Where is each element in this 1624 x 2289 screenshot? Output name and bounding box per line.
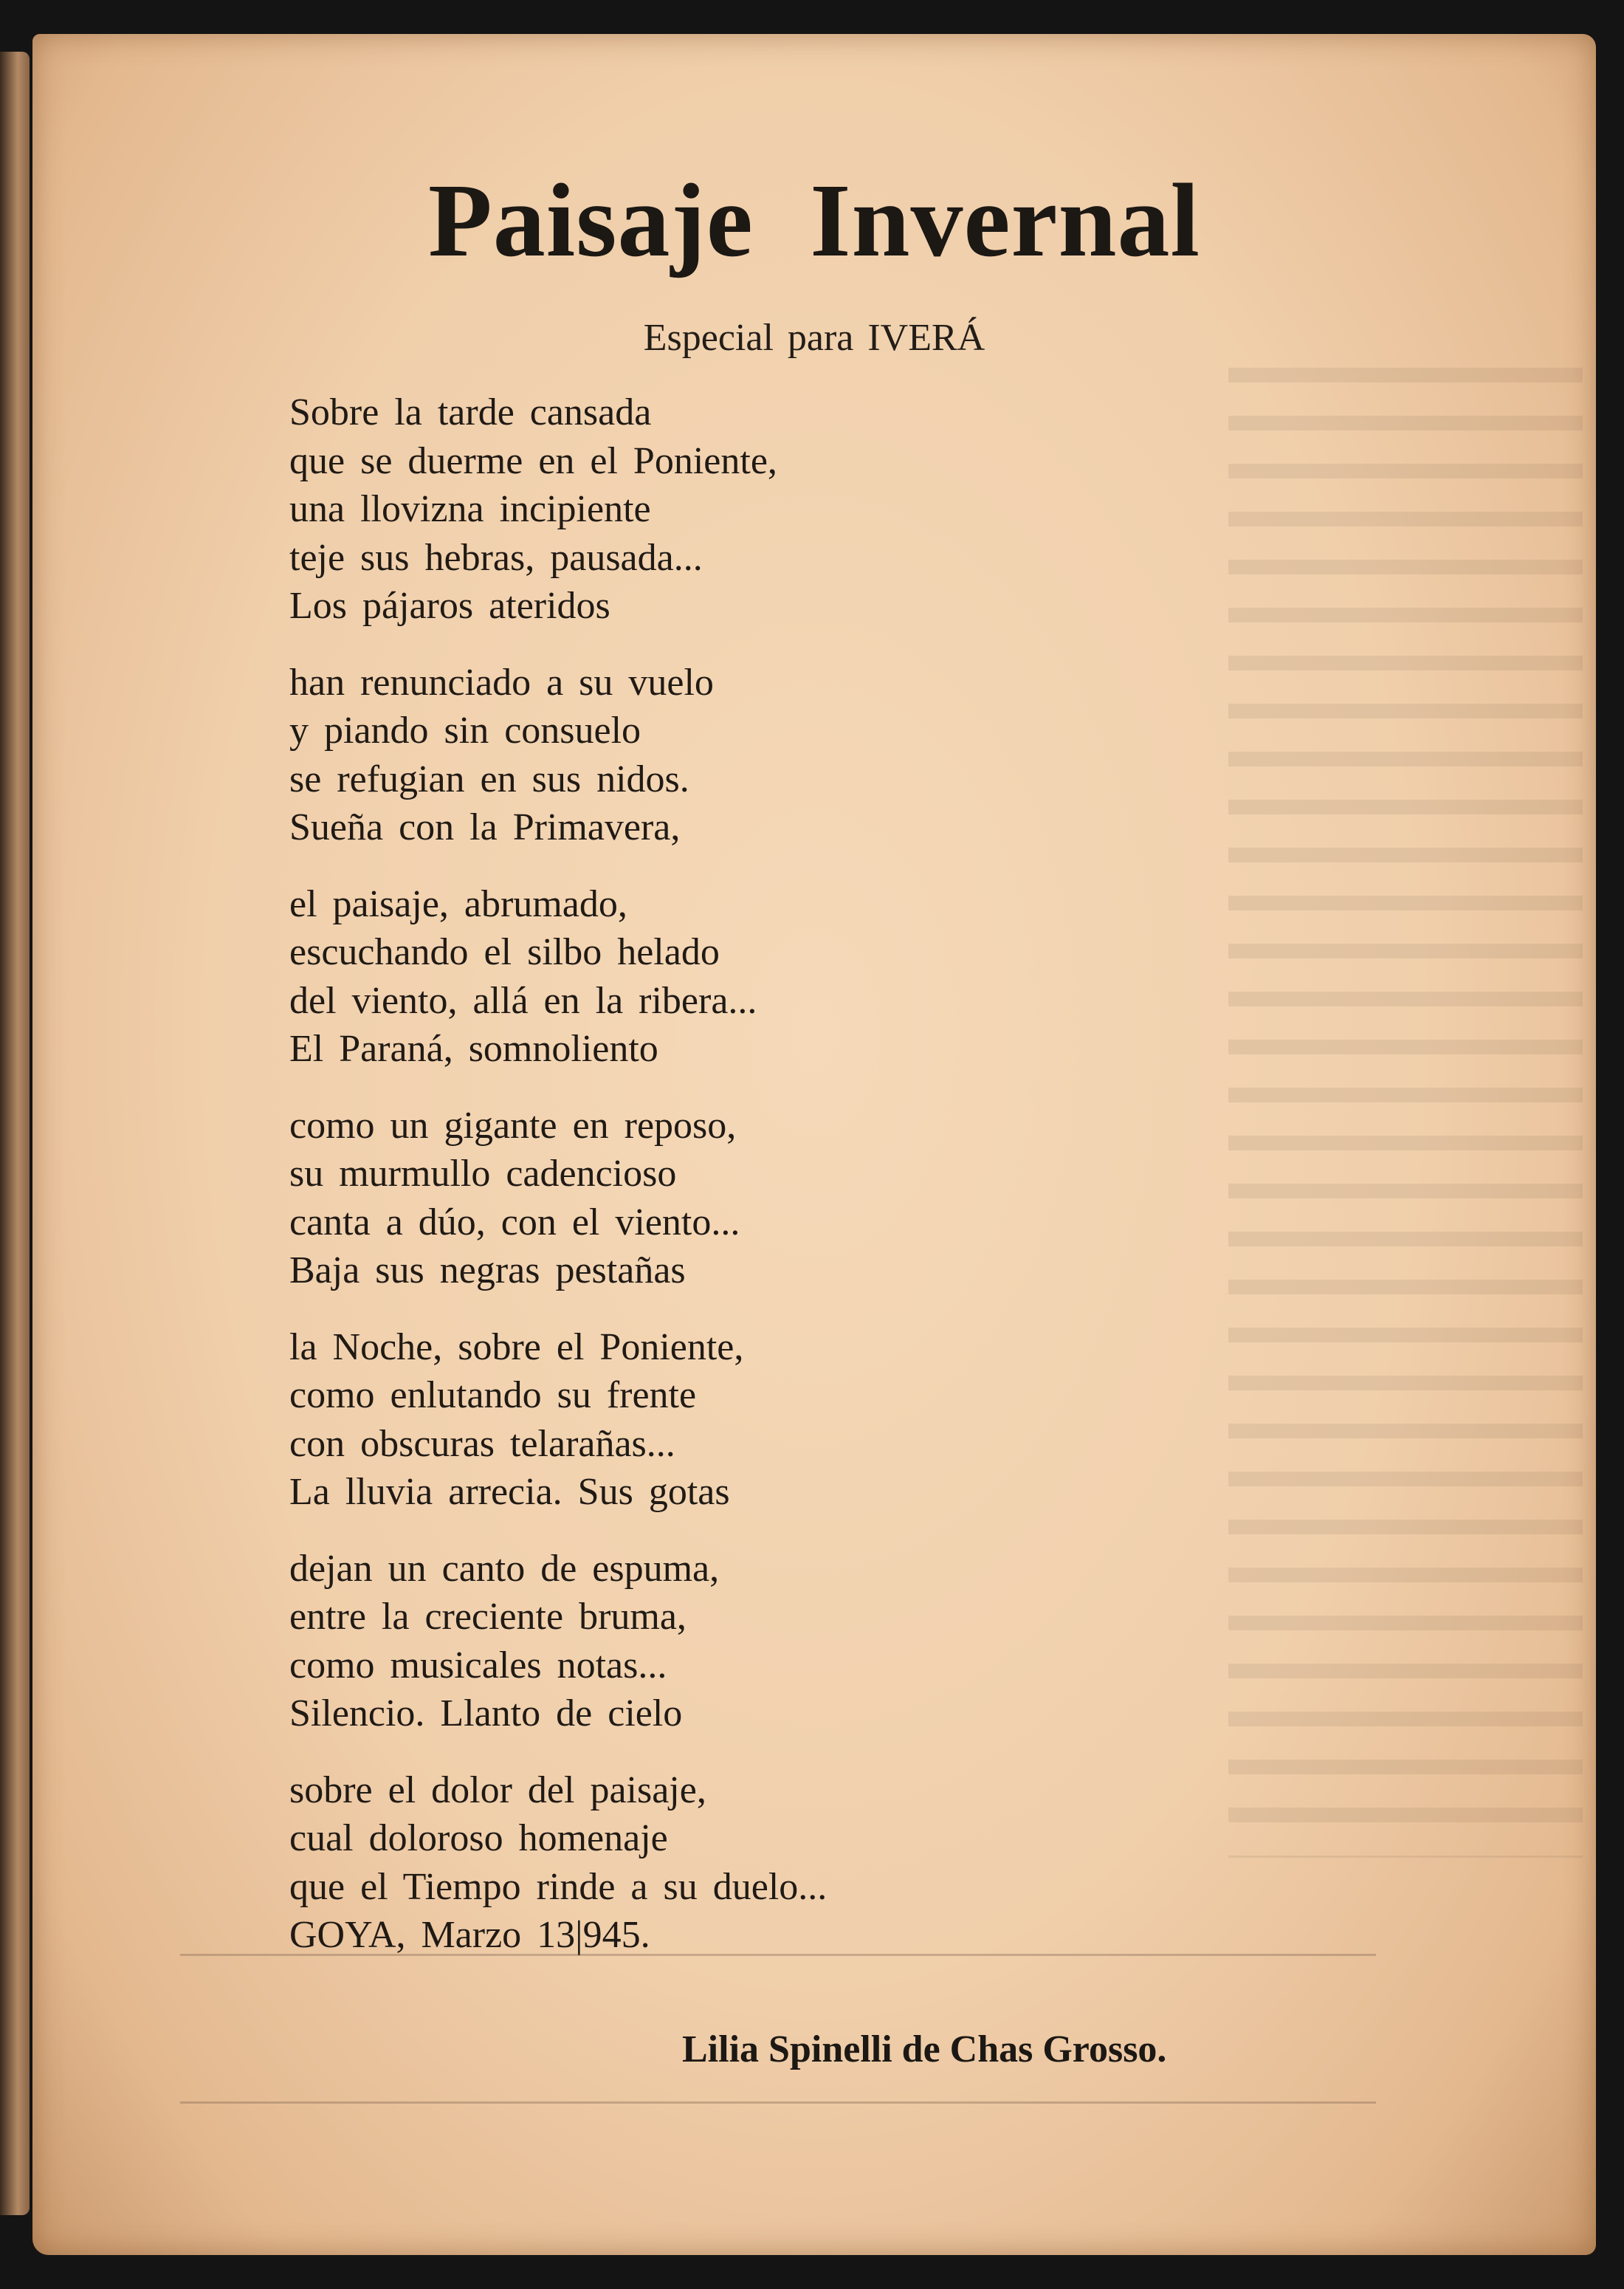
poem-line: del viento, allá en la ribera...: [289, 979, 757, 1022]
poem-line: una llovizna incipiente: [289, 488, 651, 530]
poem-line: dejan un canto de espuma,: [289, 1547, 720, 1590]
stanza: [289, 1545, 827, 1738]
poem-line: escuchando el silbo helado: [289, 931, 720, 973]
poem-line: se refugian en sus nidos.: [289, 758, 689, 800]
stanza: [289, 880, 827, 1074]
stanza: [289, 1766, 827, 1960]
poem-line: y piando sin consuelo: [289, 710, 641, 752]
poem-line: con obscuras telarañas...: [289, 1422, 675, 1465]
poem-line: el paisaje, abrumado,: [289, 882, 627, 925]
poem-line: que el Tiempo rinde a su duelo...: [289, 1865, 828, 1908]
stanza: [289, 1323, 827, 1517]
bleed-through-text: [1228, 344, 1583, 1858]
poem-line: entre la creciente bruma,: [289, 1596, 687, 1638]
stanza: [289, 388, 827, 631]
poem-line: El Paraná, somnoliento: [289, 1028, 658, 1070]
poem-line: sobre el dolor del paisaje,: [289, 1768, 706, 1811]
poem-line: Baja sus negras pestañas: [289, 1249, 686, 1291]
poem-line: como enlutando su frente: [289, 1374, 697, 1416]
poem-title: Paisaje Invernal: [428, 162, 1200, 278]
poem-line: su murmullo cadencioso: [289, 1153, 677, 1195]
poem-dedication: Especial para IVERÁ: [643, 317, 985, 359]
divider-rule: [180, 1954, 1376, 1956]
poem-line: que se duerme en el Poniente,: [289, 439, 777, 482]
divider-rule: [180, 2101, 1376, 2104]
poem-line: como un gigante en reposo,: [289, 1104, 737, 1147]
poem-line: Los pájaros ateridos: [289, 585, 610, 627]
poem-line: han renunciado a su vuelo: [289, 661, 714, 704]
poem-line: La lluvia arrecia. Sus gotas: [289, 1471, 730, 1513]
poem-body: [289, 388, 827, 1988]
author-signature: Lilia Spinelli de Chas Grosso.: [682, 2028, 1167, 2070]
poem-line: Silencio. Llanto de cielo: [289, 1692, 683, 1734]
poem-line: teje sus hebras, pausada...: [289, 536, 703, 579]
facing-page-edge: [0, 52, 30, 2215]
poem-line: canta a dúo, con el viento...: [289, 1201, 740, 1243]
magazine-page: [32, 34, 1596, 2255]
poem-line: cual doloroso homenaje: [289, 1817, 668, 1859]
poem-line: GOYA, Marzo 13|945.: [289, 1914, 650, 1956]
poem-line: Sobre la tarde cansada: [289, 391, 652, 433]
poem-line: Sueña con la Primavera,: [289, 806, 681, 848]
stanza: [289, 1102, 827, 1295]
poem-line: como musicales notas...: [289, 1644, 667, 1686]
stanza: [289, 659, 827, 852]
poem-line: la Noche, sobre el Poniente,: [289, 1325, 744, 1368]
